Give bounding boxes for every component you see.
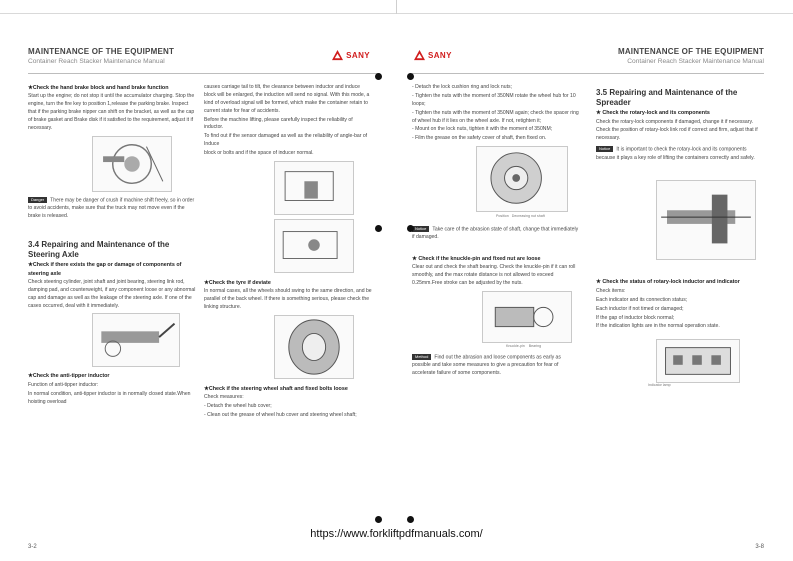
knuckle-pin-figure [482, 291, 572, 343]
binding-hole [375, 73, 382, 80]
paragraph: block or bolts and if the space of inducer normal. [204, 150, 314, 157]
paragraph: - Mount on the lock nuts, tighten it with the moment of 350NM; [412, 126, 553, 133]
paragraph: Check measures: [204, 394, 244, 401]
caption-label: Position [496, 214, 509, 219]
paragraph: Each inductor if not timed or damaged; [596, 305, 684, 312]
notice-text: It is important to check the rotary-lock and its components because it plays a key role of lifting the containers correctly and safely. [596, 146, 755, 161]
footer-url-link[interactable]: https://www.forkliftpdfmanuals.com/ [310, 528, 483, 540]
paragraph: - Detach the lock cushion ring and lock nuts; [412, 84, 512, 90]
paragraph: Check items: [596, 287, 626, 294]
right-column-2 [596, 84, 764, 389]
binding-hole [407, 516, 414, 523]
left-page-number: 3-2 [28, 544, 37, 550]
paragraph: causes carriage tail to tilt, the clearance between inductor and induce block will be enlarged, the induction will send no signal. With this mode, a kind of overload signal will be formed, which make the container retain to current state for fear of accidents. [204, 84, 370, 114]
heading-hand-brake: ★Check the hand brake block and hand brake function [28, 85, 169, 91]
section-heading-spreader: 3.5 Repairing and Maintenance of the Spreader [596, 88, 738, 107]
paragraph: In normal cases, all the wheels should swing to the same direction, and be parallel of the back wheel. If there is something serious, please check the linking structure. [204, 288, 372, 311]
paragraph: Check the rotary-lock components if damaged, change it if necessary. [596, 118, 754, 125]
binding-hole [375, 516, 382, 523]
heading-steering-wheel-shaft: ★Check if the steering wheel shaft and fixed bolts loose [204, 386, 348, 393]
right-logo-text: SANY [428, 51, 452, 60]
paragraph: To find out if the sensor damaged as well as the reliability of angle-bar of Induce [204, 133, 368, 148]
method-note [412, 354, 580, 378]
right-page [412, 40, 764, 550]
left-column-1 [28, 84, 196, 407]
wheel-hub-figure [476, 146, 568, 212]
tyre-figure [274, 315, 354, 379]
heading-steering-gap: ★Check if there exists the gap or damage of components of steering axle [28, 262, 182, 277]
paragraph: Clear out and check the shaft bearing. Check the knuckle-pin if it can roll smoothly, and the max rotate distance is not allowed to exceed 0.25mm.Free stroke can be adjusted by the nuts. [412, 264, 576, 287]
section-heading-steering-axle: 3.4 Repairing and Maintenance of the Steering Axle [28, 239, 170, 259]
binding-hole [375, 225, 382, 232]
heading-knuckle-pin: ★ Check if the knuckle-pin and fixed nut are loose [412, 256, 541, 263]
inductor-figure-1 [274, 161, 354, 215]
method-text: Find out the abrasion and loose components as early as possible and take some measures to give a precaution for fear of accelerate failure of some components. [412, 354, 561, 376]
paragraph: Before the machine lifting, please carefully inspect the reliability of inductor. [204, 116, 353, 131]
indicator-lamp-figure [656, 339, 740, 383]
left-page [28, 40, 380, 550]
heading-rotary-lock: ★ Check the rotary-lock and its components [596, 110, 710, 117]
danger-text: There may be danger of crush if machine shift freely, so in order to avoid accidents, make sure that the truck may not move even if the brake is released. [28, 197, 195, 220]
notice-tag: Notice [412, 226, 429, 232]
paragraph: If the indication lights are in the normal operation state. [596, 323, 720, 330]
sany-logo-icon [332, 50, 343, 61]
paragraph: Function of anti-tipper inductor: [28, 381, 99, 388]
caption-label: Bearing [528, 344, 542, 349]
binding-hole [407, 73, 414, 80]
danger-note [28, 197, 196, 221]
right-column-1 [412, 84, 580, 379]
paragraph: If the gap of inductor block normal; [596, 314, 675, 321]
caption-label: Knuckle-pin [506, 344, 525, 349]
right-header-subtitle: Container Reach Stacker Maintenance Manual [627, 58, 764, 65]
paragraph: - Detach the wheel hub cover; [204, 403, 272, 410]
paragraph: Check the position of rotary-lock link rod if correct and firm, adjust that if necessary. [596, 127, 758, 142]
right-sany-logo [414, 50, 452, 61]
paragraph: Start up the engine; do not stop it until the accumulator charging. Stop the engine, turn the fire key to position 1,release the parking brake. Inspect that if the parking brake nipper can shift on the bracket, as well as the cap of brake gasket and Brake disk if it satisfied to the requirement, adjust it if necessary. [28, 93, 195, 131]
danger-tag: Danger [28, 197, 47, 203]
paragraph: - Clean out the grease of wheel hub cover and steering wheel shaft; [204, 412, 357, 419]
left-logo-text: SANY [346, 51, 370, 60]
right-page-header [412, 40, 764, 74]
paragraph: In normal condition, anti-tipper inductor is in normally closed state.When hoisting overload [28, 390, 191, 405]
sany-logo-icon [414, 50, 425, 61]
left-column-2 [204, 84, 372, 421]
left-page-header [28, 40, 380, 74]
notice-note [596, 146, 764, 162]
heading-tyre-deviate: ★Check the tyre if deviate [204, 280, 271, 287]
paragraph: Check steering cylinder, joint shaft and joint bearing, steering link rod, damping pad, and counterweight, if any component loose or any abnormal cap and damage as well as the leakage of the steering axle. If one of the cases occurred, deal with it immediately. [28, 278, 196, 309]
caption-label: Decreasing nut shaft [511, 214, 545, 219]
binding-hole [407, 225, 414, 232]
left-header-subtitle: Container Reach Stacker Maintenance Manual [28, 58, 165, 65]
notice-note [412, 226, 580, 242]
method-tag: Method [412, 354, 431, 360]
left-sany-logo [332, 50, 370, 61]
paragraph: - Film the grease on the safety cover of shaft, then fixed on. [412, 135, 547, 142]
notice-text: Take care of the abrasion state of shaft, change that immediately if damaged. [412, 226, 579, 241]
heading-anti-tipper: ★Check the anti-tipper inductor [28, 373, 110, 380]
paragraph: - Tighten the nuts with the moment of 350NM rotate the wheel hub for 10 loops; [412, 92, 576, 107]
right-header-title: MAINTENANCE OF THE EQUIPMENT [617, 47, 764, 56]
indicator-lamp-caption: Indicator lamp [648, 383, 671, 388]
paragraph: - Tighten the nuts with the moment of 350NM again; check the spacer ring of wheel hub if it lies on the wheel axle. If not, retighten it; [412, 109, 579, 124]
page-divider [396, 0, 397, 14]
notice-tag: Notice [596, 146, 613, 152]
brake-figure [92, 136, 172, 192]
steering-axle-figure [92, 313, 180, 367]
left-header-title: MAINTENANCE OF THE EQUIPMENT [28, 47, 175, 56]
previous-page-edge [0, 0, 793, 14]
rotary-lock-figure [656, 180, 756, 260]
paragraph: Each indicator and its connection status; [596, 296, 688, 303]
inductor-figure-2 [274, 219, 354, 273]
heading-rotary-lock-inductor: ★ Check the status of rotary-lock inductor and indicator [596, 279, 740, 286]
right-page-number: 3-8 [755, 544, 764, 550]
